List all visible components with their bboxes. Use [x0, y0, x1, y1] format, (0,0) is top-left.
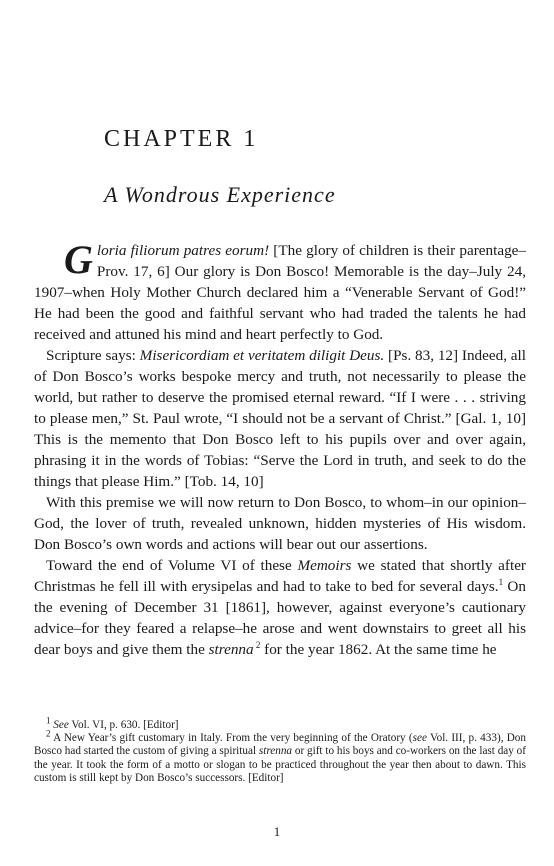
footnote-2-text: A New Year’s gift customary in Italy. From the very beginning of the Oratory ( [50, 732, 413, 745]
paragraph-4-pre: Toward the end of Volume VI of these [46, 557, 298, 574]
paragraph-2 [34, 345, 526, 492]
footnote-2-strenna: strenna [258, 745, 293, 758]
page-number: 1 [273, 824, 281, 839]
drop-cap: G [64, 237, 93, 282]
footnote-2-text2: Vol. III, p. 433), Don Bosco had started the custom of giving a spiritual [34, 732, 526, 758]
paragraph-3 [34, 492, 526, 555]
paragraph-1 [34, 237, 526, 345]
footnote-2-text3: or gift to his boys and co-workers on the last day of the year. It took the form of a motto or slogan to be practiced throughout the year then about to dawn. This custom is still kept by Don Bosco’s successors. [Editor] [34, 745, 526, 784]
latin-quote-1: loria filiorum patres eorum! [96, 242, 270, 259]
paragraph-2-text: [Ps. 83, 12] Indeed, all of Don Bosco’s works bespoke mercy and truth, not necessarily to please the world, but rather to deserve the promised eternal reward. “If I were . . . striving to please men,” St. Paul wrote, “I should not be a servant of Christ.” [Gal. 1, 10] This is the memento that Don Bosco left to his pupils over and over again, phrasing it in the words of Tobias: “Serve the Lord in truth, and seek to do the things that please Him.” [Tob. 14, 10] [34, 347, 526, 490]
strenna-italic: strenna [208, 641, 254, 658]
footnote-2-num: 2 [46, 728, 51, 739]
footnote-1-num: 1 [46, 715, 51, 726]
footnotes [34, 715, 526, 785]
paragraph-3-text: With this premise we will now return to Don Bosco, to whom–in our opinion–God, the lover of truth, revealed unknown, hidden mysteries of His wisdom. Don Bosco’s own words and actions will bear out our assertions. [34, 494, 526, 553]
footnote-1 [34, 715, 526, 732]
footnote-ref-2[interactable]: 2 [253, 639, 261, 650]
body-text [34, 237, 526, 660]
footnote-1-see: See [53, 719, 69, 731]
paragraph-4-mid: we stated that shortly after Christmas he fell ill with erysipelas and had to take to bed for several days. [34, 557, 526, 595]
chapter-heading: CHAPTER 1 [104, 126, 259, 152]
latin-quote-2: Misericordiam et veritatem diligit Deus. [139, 347, 385, 364]
footnote-2 [34, 728, 526, 785]
footnote-2-see: see [412, 732, 427, 745]
paragraph-2-pre: Scripture says: [46, 347, 140, 364]
paragraph-4-end: for the year 1862. At the same time he [260, 641, 497, 658]
chapter-title: A Wondrous Experience [104, 182, 336, 207]
footnote-ref-1[interactable]: 1 [498, 576, 504, 587]
paragraph-4 [34, 555, 526, 660]
paragraph-4-mid2: On the evening of December 31 [1861], however, against everyone’s cautionary advice–for they feared a relapse–he arose and went downstairs to greet all his dear boys and give them the [34, 578, 526, 658]
footnote-1-text: Vol. VI, p. 630. [Editor] [68, 719, 179, 731]
paragraph-1-text: [The glory of children is their parentage–Prov. 17, 6] Our glory is Don Bosco! Memorable is the day–July 24, 1907–when Holy Mother Church declared him a “Venerable Servant of God!” He had been the good and faithful servant who had traded the talents he had received and attuned his mind and heart perfectly to God. [34, 242, 526, 343]
memoirs-italic: Memoirs [297, 557, 352, 574]
